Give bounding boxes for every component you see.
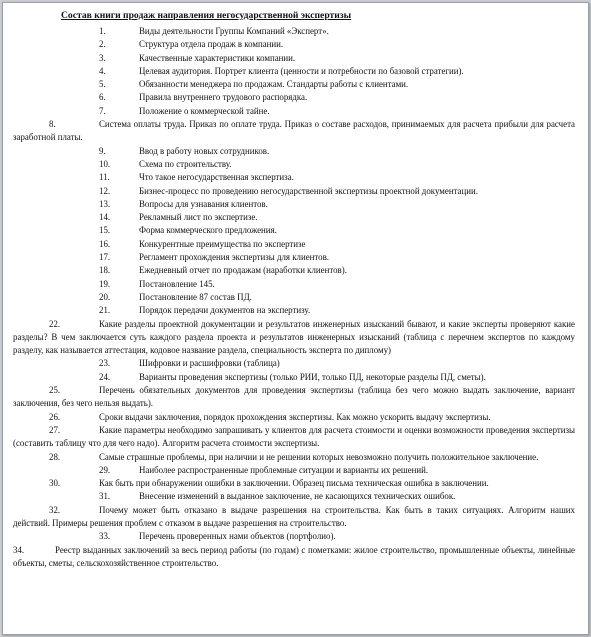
item-text: Обязанности менеджера по продажам. Стандарты работы с клиентами. xyxy=(139,79,409,90)
list-item xyxy=(13,38,575,51)
list-item xyxy=(13,371,575,384)
item-number: 15. xyxy=(99,225,111,236)
item-text: Внесение изменений в выданное заключение, не касающихся технических ошибок. xyxy=(139,491,456,502)
item-text: Какие параметры необходимо запрашивать у клиентов для расчета стоимости и оценки возможности проведения экспертизы (составить таблицу что для чего надо). Алгоритм расчета стоимости экспертизы. xyxy=(13,424,575,449)
item-text: Самые страшные проблемы, при наличии и не решении которых невозможно получить положительное заключение. xyxy=(99,451,539,462)
item-text: Ежедневный отчет по продажам (наработки клиентов). xyxy=(139,265,347,276)
list-item xyxy=(13,185,575,198)
item-text: Виды деятельности Группы Компаний «Эксперт». xyxy=(139,26,329,36)
item-text: Вопросы для узнавания клиентов. xyxy=(139,198,268,209)
item-number: 16. xyxy=(99,238,111,249)
item-number: 28. xyxy=(49,451,61,462)
item-number: 29. xyxy=(99,464,111,475)
item-number: 27. xyxy=(49,424,61,435)
item-number: 17. xyxy=(99,252,111,263)
item-text: Сроки выдачи заключения, порядок прохождения экспертизы. Как можно ускорить выдачу экспертизы. xyxy=(99,411,491,422)
item-text: Качественные характеристики компании. xyxy=(139,52,296,63)
list-item xyxy=(13,318,575,358)
item-text: Варианты проведения экспертизы (только РИИ, только ПД, некоторые разделы ПД, сметы). xyxy=(139,371,486,382)
list-item xyxy=(13,198,575,211)
item-text: Наиболее распространенные проблемные ситуации и варианты их решений. xyxy=(139,464,429,475)
item-number: 26. xyxy=(49,411,61,422)
list-item xyxy=(13,158,575,171)
item-text: Схема по строительству. xyxy=(139,158,232,169)
item-text: Порядок передачи документов на экспертизу. xyxy=(139,305,311,316)
item-text: Перечень обязательных документов для проведения экспертизы (таблица без чего можно выдать заключение, вариант заключения, без чего нельзя выдать). xyxy=(13,385,575,409)
list-item xyxy=(13,118,575,145)
item-number: 2. xyxy=(99,39,106,50)
list-item xyxy=(13,211,575,224)
item-number: 11. xyxy=(99,172,110,183)
list-item xyxy=(13,424,575,451)
list-item xyxy=(13,451,575,464)
item-number: 7. xyxy=(99,105,106,116)
item-number: 18. xyxy=(99,265,111,276)
list-item xyxy=(13,91,575,104)
item-text: Как быть при обнаружении ошибки в заключении. Образец письма техническая ошибка в заключении. xyxy=(99,478,489,489)
item-number: 33. xyxy=(99,531,111,542)
item-text: Конкурентные преимущества по экспертизе xyxy=(139,238,306,249)
list-item xyxy=(13,251,575,264)
item-number: 1. xyxy=(99,26,106,36)
item-text: Форма коммерческого предложения. xyxy=(139,225,277,236)
item-text: Ввод в работу новых сотрудников. xyxy=(139,145,270,156)
item-number: 32. xyxy=(49,504,61,515)
item-text: Регламент прохождения экспертизы для клиентов. xyxy=(139,252,330,263)
item-list xyxy=(13,25,575,570)
item-number: 19. xyxy=(99,278,111,289)
item-text: Положение о коммерческой тайне. xyxy=(139,105,270,116)
list-item xyxy=(13,477,575,490)
item-number: 31. xyxy=(99,491,111,502)
item-text: Система оплаты труда. Приказ по оплате труда. Приказ о составе расходов, принимаемых для расчета прибыли для расчета заработной платы. xyxy=(13,119,575,143)
document-page xyxy=(2,2,589,635)
item-number: 10. xyxy=(99,158,111,169)
document-content xyxy=(13,9,575,570)
item-text: Структура отдела продаж в компании. xyxy=(139,39,284,50)
list-item xyxy=(13,52,575,65)
item-text: Бизнес-процесс по проведению негосударственной экспертизы проектной документации. xyxy=(139,185,478,196)
list-item xyxy=(13,544,575,571)
item-text: Реестр выданных заключений за весь период работы (по годам) с пометками: жилое строительство, промышленные объекты, линейные объекты, сметы, сельскохозяйственное строительство. xyxy=(13,544,575,568)
list-item xyxy=(13,384,575,411)
item-number: 21. xyxy=(99,305,111,316)
list-item xyxy=(13,357,575,370)
item-text: Что такое негосударственная экспертиза. xyxy=(139,172,294,183)
item-text: Правила внутреннего трудового распорядка. xyxy=(139,92,308,103)
list-item xyxy=(13,504,575,531)
item-number: 25. xyxy=(49,385,61,396)
item-number: 14. xyxy=(99,212,111,223)
item-text: Рекламный лист по экспертизе. xyxy=(139,212,258,223)
list-item xyxy=(13,411,575,424)
list-item xyxy=(13,65,575,78)
item-text: Шифровки и расшифровки (таблица) xyxy=(139,358,280,369)
item-number: 24. xyxy=(99,371,111,382)
item-number: 23. xyxy=(99,358,111,369)
item-number: 4. xyxy=(99,65,106,76)
item-text: Постановление 87 состав ПД. xyxy=(139,291,252,302)
list-item xyxy=(13,171,575,184)
item-number: 20. xyxy=(99,291,111,302)
document-title: Состав книги продаж направления негосударственной экспертизы xyxy=(61,10,352,21)
item-number: 12. xyxy=(99,185,111,196)
list-item xyxy=(13,304,575,317)
list-item xyxy=(13,264,575,277)
list-item xyxy=(13,25,575,38)
list-item xyxy=(13,145,575,158)
item-number: 9. xyxy=(99,145,106,156)
list-item xyxy=(13,530,575,543)
list-item xyxy=(13,291,575,304)
list-item xyxy=(13,238,575,251)
item-number: 13. xyxy=(99,198,111,209)
item-text: Постановление 145. xyxy=(139,278,215,289)
item-number: 5. xyxy=(99,79,106,90)
item-number: 34. xyxy=(13,544,25,555)
list-item xyxy=(13,224,575,237)
list-item xyxy=(13,105,575,118)
item-text: Целевая аудитория. Портрет клиента (ценности и потребности по базовой стратегии). xyxy=(139,65,464,76)
item-number: 30. xyxy=(49,478,61,489)
item-number: 6. xyxy=(99,92,106,103)
list-item xyxy=(13,278,575,291)
item-number: 3. xyxy=(99,52,106,63)
list-item xyxy=(13,464,575,477)
list-item xyxy=(13,78,575,91)
list-item xyxy=(13,490,575,503)
item-text: Перечень проверенных нами объектов (портфолио). xyxy=(139,531,336,542)
item-text: Почему может быть отказано в выдаче разрешения на строительства. Как быть в таких ситуациях. Алгоритм наших действий. Примеры решения проблем с отказом в выдаче разрешения на строительство. xyxy=(13,504,575,528)
item-number: 22. xyxy=(49,318,61,329)
item-text: Какие разделы проектной документации и результатов инженерных изысканий бывают, и какие эксперты проверяют какие разделы? В чем заключается суть каждого раздела проекта и результатов инженерных изысканий (таблица с перечнем экспертов по каждому разделу, как называется аттестация, кодовое название раздела, специальность эксперта по диплому) xyxy=(13,318,575,356)
item-number: 8. xyxy=(49,119,56,130)
